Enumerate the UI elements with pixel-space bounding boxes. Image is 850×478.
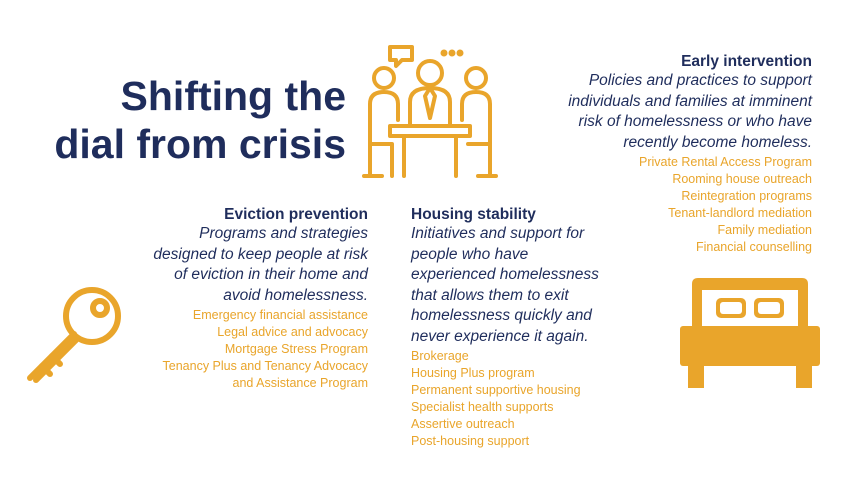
- description-line: individuals and families at imminent: [568, 92, 812, 110]
- description-line: Initiatives and support for: [411, 225, 585, 242]
- description-line: never experience it again.: [411, 327, 589, 345]
- program-item: Tenant-landlord mediation: [668, 206, 812, 220]
- program-item: Specialist health supports: [411, 400, 554, 414]
- description-line: risk of homelessness or who have: [578, 113, 812, 130]
- program-item: Assertive outreach: [411, 417, 515, 431]
- program-item: Brokerage: [411, 349, 469, 363]
- early-intervention-heading: Early intervention: [681, 53, 812, 70]
- housing-stability-section: [411, 205, 671, 450]
- description-line: homelessness quickly and: [411, 307, 592, 324]
- title-line-2: dial from crisis: [54, 121, 346, 167]
- program-item: Legal advice and advocacy: [217, 325, 368, 339]
- description-line: experienced homelessness: [411, 266, 599, 283]
- description-line: of eviction in their home and: [174, 266, 368, 283]
- program-item: Mortgage Stress Program: [224, 342, 368, 356]
- description-line: that allows them to exit: [411, 286, 569, 304]
- bed-icon: [680, 278, 820, 390]
- description-line: avoid homelessness.: [223, 286, 368, 304]
- page-title: [40, 72, 346, 168]
- housing-stability-description: [411, 224, 671, 347]
- program-item: Housing Plus program: [411, 366, 535, 380]
- description-line: recently become homeless.: [623, 133, 812, 151]
- eviction-prevention-heading: Eviction prevention: [224, 206, 368, 223]
- program-item: Post-housing support: [411, 434, 530, 448]
- housing-stability-programs: [411, 348, 671, 450]
- description-line: Programs and strategies: [199, 225, 368, 242]
- key-icon: [20, 282, 130, 387]
- title-line-1: Shifting the: [120, 73, 346, 119]
- program-item: Private Rental Access Program: [639, 155, 812, 169]
- program-item: Permanent supportive housing: [411, 383, 581, 397]
- program-item: Rooming house outreach: [672, 172, 812, 186]
- program-item: and Assistance Program: [232, 376, 368, 390]
- description-line: Policies and practices to support: [588, 72, 812, 89]
- early-intervention-description: [470, 71, 812, 153]
- program-item: Reintegration programs: [681, 189, 812, 203]
- program-item: Financial counselling: [695, 240, 812, 254]
- housing-stability-heading: Housing stability: [411, 206, 536, 223]
- program-item: Family mediation: [717, 223, 812, 237]
- program-item: Tenancy Plus and Tenancy Advocacy: [162, 359, 368, 373]
- program-item: Emergency financial assistance: [192, 308, 368, 322]
- description-line: designed to keep people at risk: [153, 245, 368, 263]
- description-line: people who have: [411, 245, 529, 263]
